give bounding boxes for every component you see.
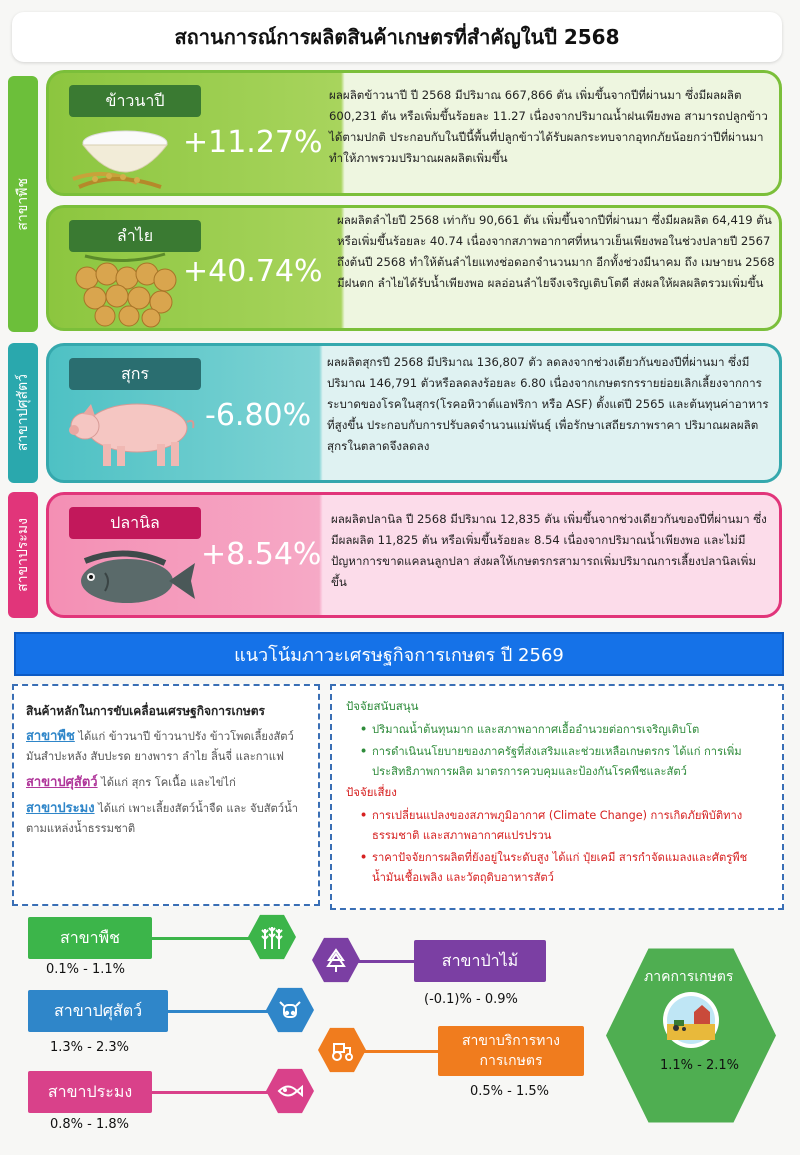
page-title: สถานการณ์การผลิตสินค้าเกษตรที่สำคัญในปี 2568 (12, 12, 782, 62)
rice-change: +11.27% (183, 125, 323, 160)
section-tab-fishery-label: สาขาประมง (15, 518, 31, 592)
growth-livestock-pill: สาขาปศุสัตว์ (28, 990, 168, 1032)
growth-forestry-pill: สาขาป่าไม้ (414, 940, 546, 982)
longan-description: ผลผลิตลำไยปี 2568 เท่ากับ 90,661 ตัน เพิ่มขึ้นจากปีที่ผ่านมา ซึ่งมีผลผลิต 64,419 ตัน หรือเพิ่มขึ้นร้อยละ 40.74 เนื่องจากสภาพอากาศที่หนาวเย็นเพียงพอในช่วงปลายปี 2567 ถึงต้นปี 2568 ทำให้ต้นลำไยแทงช่อดอกจำนวนมาก อีกทั้งช่วงมีนาคม ถึง เมษายน 2568 มีฝนตก ลำไยได้รับน้ำเพียงพอ ผลอ่อนลำไยจึงเจริญเติบโตดี ส่งผลให้ผลผลิตรวมเพิ่มขึ้น (337, 213, 775, 290)
fishery-connector (150, 1091, 270, 1094)
section-tab-crops (8, 76, 38, 332)
support-factor-item: • ปริมาณน้ำต้นทุนมาก และสภาพอากาศเอื้ออำนวยต่อการเจริญเติบโต (346, 720, 774, 740)
growth-services-pill (438, 1026, 584, 1076)
growth-crops-range: 0.1% - 1.1% (46, 962, 126, 977)
rice-card (46, 70, 782, 196)
growth-services-line2: การเกษตร (479, 1053, 543, 1069)
cow-icon (266, 986, 314, 1034)
factors-box (330, 684, 784, 910)
crops-connector (150, 937, 252, 940)
wheat-icon (248, 913, 296, 961)
pig-tag: สุกร (69, 358, 201, 390)
growth-forestry-range: (-0.1)% - 0.9% (424, 992, 518, 1007)
growth-crops-pill: สาขาพืช (28, 917, 152, 959)
fish-card (46, 492, 782, 618)
risk-factors-list (346, 806, 774, 888)
livestock-connector (168, 1010, 268, 1013)
sector-range: 1.1% - 2.1% (660, 1058, 740, 1073)
support-factors-list (346, 720, 774, 782)
risk-factor-item: • การเปลี่ยนแปลงของสภาพภูมิอากาศ (Climate Change) การเกิดภัยพิบัติทางธรรมชาติ และสภาพอากาศแปรปรวน (346, 806, 774, 846)
growth-services-line1: สาขาบริการทาง (461, 1033, 561, 1049)
tilapia-fish-icon (65, 545, 199, 611)
growth-services-range: 0.5% - 1.5% (470, 1084, 550, 1099)
rice-bowl-icon (65, 121, 185, 193)
section-tab-livestock-label: สาขาปศุสัตว์ (15, 374, 31, 452)
support-factors-title: ปัจจัยสนับสนุน (346, 699, 419, 713)
key-products-crops (26, 727, 310, 767)
services-connector (360, 1050, 440, 1053)
section-tab-fishery (8, 492, 38, 618)
rice-description: ผลผลิตข้าวนาปี ปี 2568 มีปริมาณ 667,866 ตัน เพิ่มขึ้นจากปีที่ผ่านมา ซึ่งมีผลผลิต 600,231 ตัน หรือเพิ่มขึ้นร้อยละ 11.27 เนื่องจากปริมาณน้ำฝนเพียงพอ สามารถปลูกข้าวได้ตามปกติ ประกอบกับในปีนี้พื้นที่ปลูกข้าวได้รับผลกระทบจากอุทกภัยน้อยกว่าปีที่ผ่านมาทำให้ภาพรวมปริมาณผลผลิตเพิ่มขึ้น (329, 88, 768, 165)
section-tab-livestock (8, 343, 38, 483)
pig-card (46, 343, 782, 483)
growth-livestock-range: 1.3% - 2.3% (50, 1040, 130, 1055)
key-crops-text: ได้แก่ ข้าวนาปี ข้าวนาปรัง ข้าวโพดเลี้ยงสัตว์ มันสำปะหลัง สับปะรด ยางพารา ลำไย ลิ้นจี่ และกาแฟ (26, 730, 294, 763)
longan-tag: ลำไย (69, 220, 201, 252)
rice-tag: ข้าวนาปี (69, 85, 201, 117)
pig-change: -6.80% (205, 398, 312, 433)
pig-icon (67, 392, 203, 472)
growth-fishery-range: 0.8% - 1.8% (50, 1117, 130, 1132)
key-livestock-text: ได้แก่ สุกร โคเนื้อ และไข่ไก่ (97, 776, 236, 789)
outlook-banner: แนวโน้มภาวะเศรษฐกิจการเกษตร ปี 2569 (14, 632, 784, 676)
longan-change: +40.74% (183, 254, 323, 289)
key-livestock-label: สาขาปศุสัตว์ (26, 775, 98, 790)
fish-description: ผลผลิตปลานิล ปี 2568 มีปริมาณ 12,835 ตัน เพิ่มขึ้นจากช่วงเดียวกันของปีที่ผ่านมา ซึ่งมีผลผลิต 11,825 ตัน หรือเพิ่มขึ้นร้อยละ 8.54 เนื่องจากปริมาณน้ำเพียงพอ และไม่มีปัญหาการขาดแคลนลูกปลา ส่งผลให้เกษตรกรสามารถเพิ่มปริมาณการเลี้ยงปลานิลเพิ่มขึ้น (331, 512, 767, 589)
risk-factors-title: ปัจจัยเสี่ยง (346, 785, 397, 799)
fish-tag: ปลานิล (69, 507, 201, 539)
tree-icon (312, 936, 360, 984)
pig-description: ผลผลิตสุกรปี 2568 มีปริมาณ 136,807 ตัว ลดลงจากช่วงเดียวกันของปีที่ผ่านมา ซึ่งมีปริมาณ 146,791 ตัวหรือลดลงร้อยละ 6.80 เนื่องจากเกษตรกรรายย่อยเลิกเลี้ยงจากการระบาดของโรคในสุกร(โรคอหิวาต์แอฟริกา หรือ ASF) ตั้งแต่ปี 2565 และต้นทุนค่าอาหารที่สูงขึ้น ประกอบกับการปรับลดจำนวนแม่พันธุ์ เพื่อรักษาเสถียรภาพราคา ปริมาณผลผลิตสุกรในตลาดจึงลดลง (327, 355, 769, 453)
farm-icon (656, 990, 726, 1050)
sector-label: ภาคการเกษตร (644, 969, 734, 985)
tractor-icon (318, 1026, 366, 1074)
fish-change: +8.54% (201, 537, 322, 572)
key-products-title: สินค้าหลักในการขับเคลื่อนเศรษฐกิจการเกษตร (26, 704, 266, 718)
key-fishery-text: ได้แก่ เพาะเลี้ยงสัตว์น้ำจืด และ จับสัตว์น้ำตามแหล่งน้ำธรรมชาติ (26, 802, 299, 835)
longan-fruit-icon (65, 248, 189, 328)
key-products-box (12, 684, 320, 906)
key-fishery-label: สาขาประมง (26, 801, 95, 816)
key-crops-label: สาขาพืช (26, 729, 75, 744)
risk-factor-item: • ราคาปัจจัยการผลิตที่ยังอยู่ในระดับสูง ได้แก่ ปุ๋ยเคมี สารกำจัดแมลงและศัตรูพืช น้ำมันเชื้อเพลิง และวัตถุดิบอาหารสัตว์ (346, 848, 774, 888)
key-products-fishery (26, 799, 310, 839)
key-products-livestock (26, 773, 310, 793)
growth-fishery-pill: สาขาประมง (28, 1071, 152, 1113)
fish-icon (266, 1067, 314, 1115)
support-factor-item: • การดำเนินนโยบายของภาครัฐที่ส่งเสริมและช่วยเหลือเกษตรกร ได้แก่ การเพิ่มประสิทธิภาพการผลิต มาตรการควบคุมและป้องกันโรคพืชและสัตว์ (346, 742, 774, 782)
forestry-connector (356, 960, 416, 963)
longan-card (46, 205, 782, 331)
section-tab-crops-label: สาขาพืช (15, 177, 31, 231)
